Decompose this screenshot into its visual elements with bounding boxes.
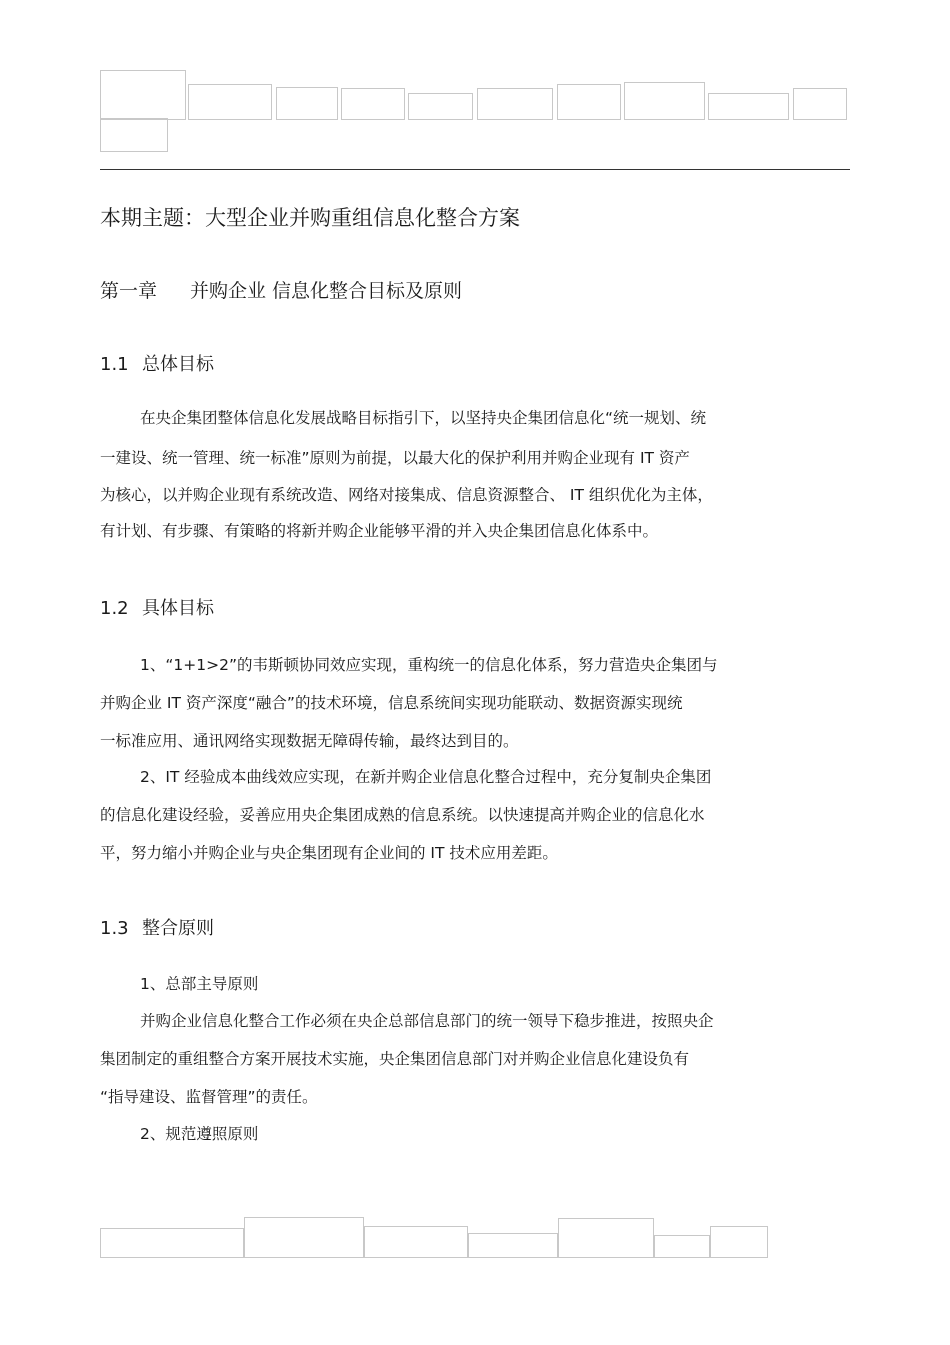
header-box <box>477 88 553 120</box>
paragraph-line: 并购企业信息化整合工作必须在央企总部信息部门的统一领导下稳步推进，按照央企 <box>140 1012 714 1030</box>
paragraph-line: 有计划、有步骤、有策略的将新并购企业能够平滑的并入央企集团信息化体系中。 <box>100 522 659 540</box>
paragraph-line: 在央企集团整体信息化发展战略目标指引下，以坚持央企集团信息化“统一规划、统 <box>140 409 707 427</box>
chapter-title: 并购企业 信息化整合目标及原则 <box>190 280 463 302</box>
subheading: 1、总部主导原则 <box>140 975 259 993</box>
header-box <box>100 118 168 152</box>
header-box <box>408 93 473 120</box>
header-rule <box>100 169 850 170</box>
paragraph-line: 为核心，以并购企业现有系统改造、网络对接集成、信息资源整合、 IT 组织优化为主体， <box>100 486 713 504</box>
header-box <box>100 70 186 120</box>
section-title: 具体目标 <box>142 598 214 619</box>
paragraph-line: 并购企业 IT 资产深度“融合”的技术环境，信息系统间实现功能联动、数据资源实现统 <box>100 694 683 712</box>
footer-box <box>558 1218 654 1258</box>
paragraph-line: 一建设、统一管理、统一标准”原则为前提，以最大化的保护利用并购企业现有 IT 资产 <box>100 449 690 467</box>
section-number: 1.1 <box>100 354 129 375</box>
paragraph-line: 1、“1+1>2”的韦斯顿协同效应实现，重构统一的信息化体系，努力营造央企集团与 <box>140 656 718 674</box>
footer-box <box>364 1226 468 1258</box>
footer-box <box>654 1235 710 1258</box>
subheading: 2、规范遵照原则 <box>140 1125 259 1143</box>
header-box <box>708 93 789 120</box>
paragraph-line: 2、IT 经验成本曲线效应实现，在新并购企业信息化整合过程中，充分复制央企集团 <box>140 768 712 786</box>
page-title: 本期主题：大型企业并购重组信息化整合方案 <box>100 206 520 230</box>
header-box <box>276 87 338 120</box>
footer-box <box>710 1226 768 1258</box>
paragraph-line: 集团制定的重组整合方案开展技术实施，央企集团信息部门对并购企业信息化建设负有 <box>100 1050 690 1068</box>
header-box <box>188 84 272 120</box>
footer-box <box>468 1233 558 1258</box>
paragraph-line: 平，努力缩小并购企业与央企集团现有企业间的 IT 技术应用差距。 <box>100 844 558 862</box>
header-box <box>341 88 405 120</box>
paragraph-line: “指导建设、监督管理”的责任。 <box>100 1088 318 1106</box>
section-heading <box>100 350 214 376</box>
chapter-heading <box>100 276 462 303</box>
chapter-number: 第一章 <box>100 280 158 302</box>
header-box <box>793 88 847 120</box>
paragraph-line: 的信息化建设经验，妥善应用央企集团成熟的信息系统。以快速提高并购企业的信息化水 <box>100 806 705 824</box>
footer-box <box>244 1217 364 1258</box>
section-number: 1.2 <box>100 598 129 619</box>
header-box <box>557 84 621 120</box>
paragraph-line: 一标准应用、通讯网络实现数据无障碍传输，最终达到目的。 <box>100 732 519 750</box>
section-heading <box>100 914 214 940</box>
section-title: 整合原则 <box>142 918 214 939</box>
footer-box <box>100 1228 244 1258</box>
section-number: 1.3 <box>100 918 129 939</box>
section-title: 总体目标 <box>142 354 214 375</box>
header-box <box>624 82 705 120</box>
section-heading <box>100 594 214 620</box>
